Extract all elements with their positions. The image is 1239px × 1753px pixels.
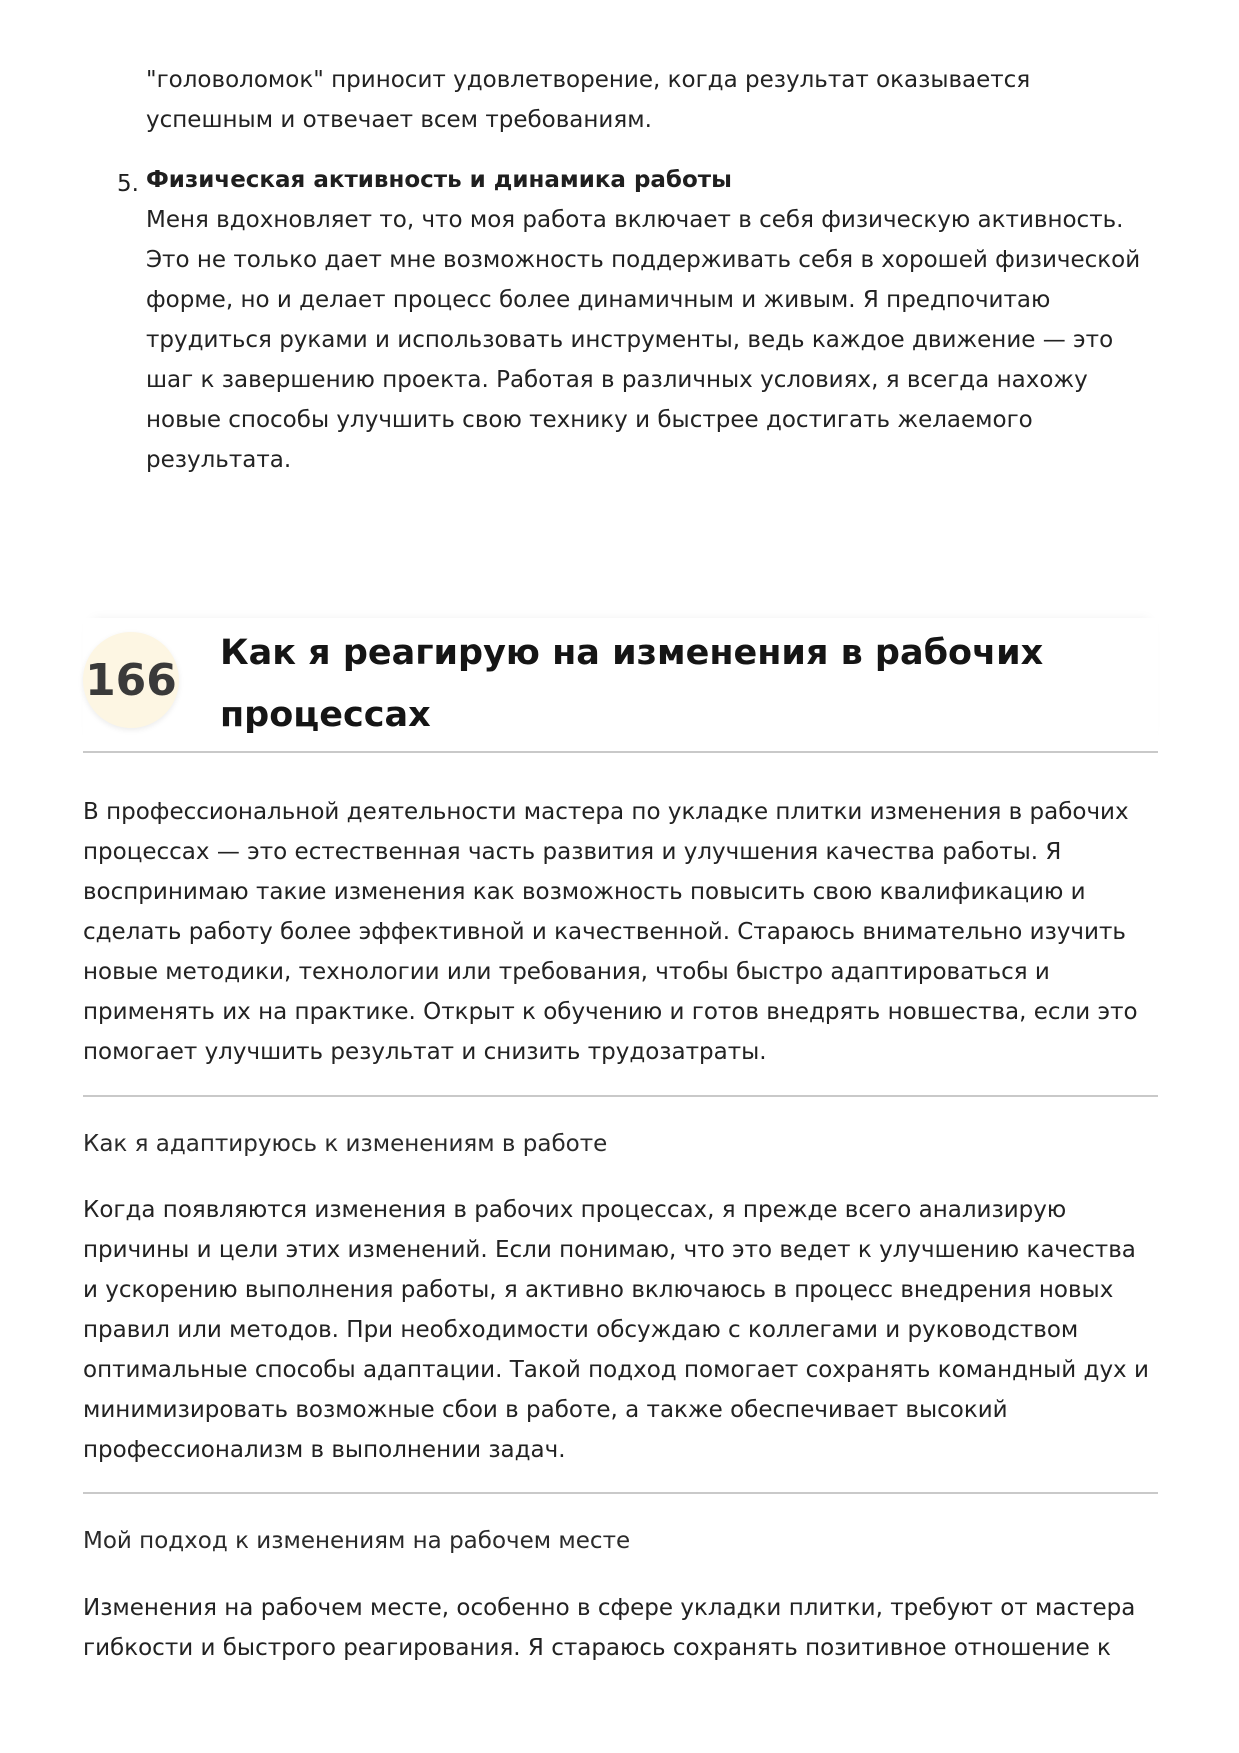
section-header: [83, 618, 1158, 753]
section-intro-paragraph: В профессиональной деятельности мастера по укладке плитки изменения в рабочих процессах — это естественная часть развития и улучшения качества работы. Я воспринимаю такие изменения как возможность повысить свою квалификацию и сделать работу более эффективной и качественной. Стараюсь внимательно изучить новые методики, технологии или требования, чтобы быстро адаптироваться и применять их на практике. Открыт к обучению и готов внедрять новшества, если это помогает улучшить результат и снизить трудозатраты.: [83, 799, 1138, 1065]
divider: [83, 1492, 1158, 1494]
list-number: 5.: [117, 171, 139, 197]
divider: [83, 1095, 1158, 1097]
section-number-badge: 166: [83, 632, 179, 728]
section-title: Как я реагирую на изменения в рабочих процессах: [220, 633, 1044, 735]
numbered-list-item: [117, 164, 1156, 480]
list-item-body: Меня вдохновляет то, что моя работа включает в себя физическую активность. Это не только дает мне возможность поддерживать себя в хорошей физической форме, но и делает процесс более динамичным и живым. Я предпочитаю трудиться руками и использовать инструменты, ведь каждое движение — это шаг к завершению проекта. Работая в различных условиях, я всегда нахожу новые способы улучшить свою технику и быстрее достигать желаемого результата.: [146, 207, 1141, 473]
subsection-heading: Мой подход к изменениям на рабочем месте: [83, 1528, 631, 1554]
subsection-paragraph: Изменения на рабочем месте, особенно в сфере укладки плитки, требуют от мастера гибкости и быстрого реагирования. Я стараюсь сохранять позитивное отношение к: [83, 1595, 1136, 1661]
subsection-heading: Как я адаптируюсь к изменениям в работе: [83, 1131, 608, 1157]
list-item-title: Физическая активность и динамика работы: [146, 167, 732, 193]
continued-paragraph: "головоломок" приносит удовлетворение, когда результат оказывается успешным и отвечает всем требованиям.: [146, 67, 1031, 133]
subsection-paragraph: Когда появляются изменения в рабочих процессах, я прежде всего анализирую причины и цели этих изменений. Если понимаю, что это ведет к улучшению качества и ускорению выполнения работы, я активно включаюсь в процесс внедрения новых правил или методов. При необходимости обсуждаю с коллегами и руководством оптимальные способы адаптации. Такой подход помогает сохранять командный дух и минимизировать возможные сбои в работе, а также обеспечивает высокий профессионализм в выполнении задач.: [83, 1197, 1149, 1463]
